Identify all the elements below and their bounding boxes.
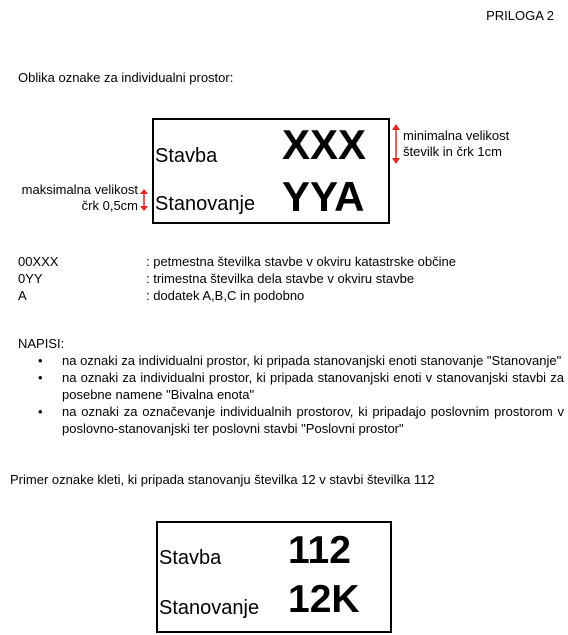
legend-desc-1: : petmestna številka stavbe v okviru katastrske občine <box>146 254 456 269</box>
min-size-line2: številk in črk 1cm <box>403 144 502 159</box>
sign-row2-value: YYA <box>282 173 365 220</box>
max-size-line1: maksimalna velikost <box>21 182 138 197</box>
sign-example-template <box>152 118 390 224</box>
legend-code-2: 0YY <box>18 271 43 286</box>
intro-text: Oblika oznake za individualni prostor: <box>18 70 234 85</box>
annex-label: PRILOGA 2 <box>486 8 554 23</box>
min-size-arrow-icon <box>390 124 402 164</box>
legend-desc-3: : dodatek A,B,C in podobno <box>146 288 305 303</box>
sign-row2-value: 12K <box>288 578 360 621</box>
legend-code-3: A <box>18 288 27 303</box>
bullet-icon: • <box>38 353 43 368</box>
sign-row1-label: Stavba <box>159 547 222 569</box>
sign-row1-label: Stavba <box>155 145 218 167</box>
sign-row1-value: XXX <box>282 121 367 168</box>
bullet-icon: • <box>38 404 43 419</box>
list-item: • na oznaki za označevanje individualnih prostorov, ki pripadajo poslovnim prostorom v poslovno-stanovanjski ter poslovni stavbi "Poslovni prostor" <box>38 404 564 436</box>
legend-code-1: 00XXX <box>18 254 59 269</box>
sign-row2-label: Stanovanje <box>159 597 260 619</box>
notes-list <box>34 352 564 437</box>
legend-desc-2: : trimestna številka dela stavbe v okviru stavbe <box>146 271 415 286</box>
example-caption: Primer oznake kleti, ki pripada stanovanju številka 12 v stavbi številka 112 <box>10 472 435 487</box>
list-item: • na oznaki za individualni prostor, ki pripada stanovanjski enoti v stanovanjski stavbi za posebne namene "Bivalna enota" <box>38 370 564 402</box>
sign-row2-label: Stanovanje <box>155 193 256 215</box>
list-item: • na oznaki za individualni prostor, ki pripada stanovanjski enoti stanovanje "Stanovanje" <box>38 353 562 368</box>
sign-example-basement <box>156 521 392 633</box>
min-size-line1: minimalna velikost <box>403 128 510 143</box>
notes-title: NAPISI: <box>18 336 65 351</box>
bullet-icon: • <box>38 370 43 385</box>
max-size-line2: črk 0,5cm <box>81 198 138 213</box>
max-size-arrow-icon <box>138 189 150 211</box>
sign-row1-value: 112 <box>288 529 351 572</box>
